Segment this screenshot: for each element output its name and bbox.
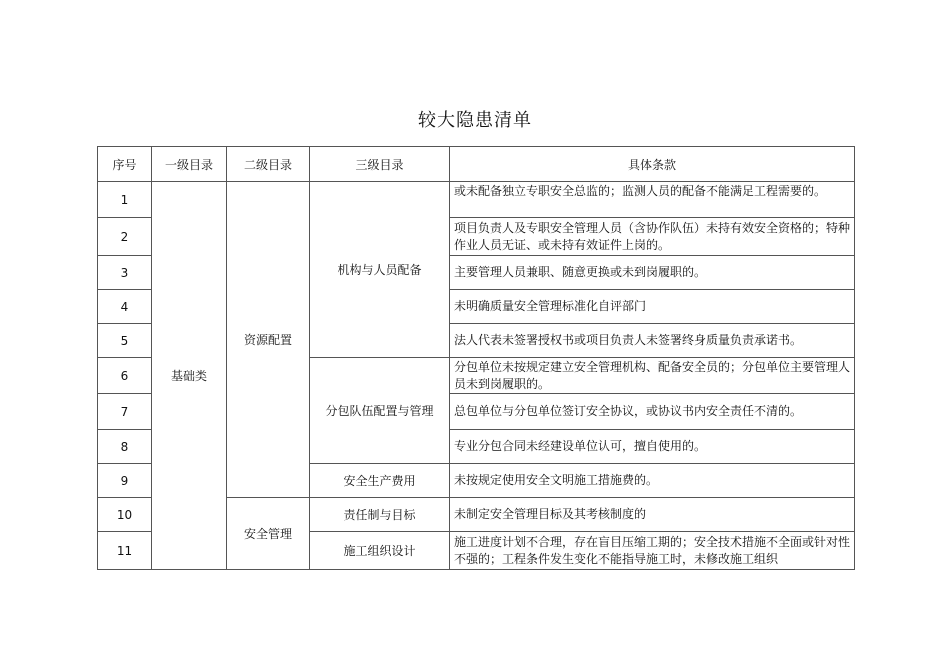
level3-cell: 安全生产费用: [310, 464, 450, 498]
level1-cell: 基础类: [152, 182, 227, 570]
header-level1: 一级目录: [152, 147, 227, 182]
level2-cell: 安全管理: [227, 498, 310, 570]
clause-cell: 未按规定使用安全文明施工措施费的。: [450, 464, 855, 498]
page-title: 较大隐患清单: [418, 110, 532, 131]
row-number: 2: [98, 218, 152, 256]
row-number: 10: [98, 498, 152, 532]
level2-cell: 资源配置: [227, 182, 310, 498]
clause-cell: 总包单位与分包单位签订安全协议，或协议书内安全责任不清的。: [450, 394, 855, 430]
row-number: 6: [98, 358, 152, 394]
row-number: 11: [98, 532, 152, 570]
clause-cell: 施工进度计划不合理，存在盲目压缩工期的；安全技术措施不全面或针对性不强的；工程条件发生变化不能指导施工时，未修改施工组织: [450, 532, 855, 570]
row-number: 4: [98, 290, 152, 324]
hazard-table: [97, 146, 855, 570]
row-number: 5: [98, 324, 152, 358]
clause-cell: 法人代表未签署授权书或项目负责人未签署终身质量负责承诺书。: [450, 324, 855, 358]
level3-cell: 责任制与目标: [310, 498, 450, 532]
clause-cell: 专业分包合同未经建设单位认可，擅自使用的。: [450, 430, 855, 464]
header-clause: 具体条款: [450, 147, 855, 182]
level3-cell: 分包队伍配置与管理: [310, 358, 450, 464]
row-number: 1: [98, 182, 152, 218]
clause-cell: 主要管理人员兼职、随意更换或未到岗履职的。: [450, 256, 855, 290]
clause-cell: 项目负责人及专职安全管理人员（含协作队伍）未持有效安全资格的；特种作业人员无证、或未持有效证件上岗的。: [450, 218, 855, 256]
row-number: 3: [98, 256, 152, 290]
header-level2: 二级目录: [227, 147, 310, 182]
clause-cell: 未明确质量安全管理标准化自评部门: [450, 290, 855, 324]
header-level3: 三级目录: [310, 147, 450, 182]
clause-cell: 未制定安全管理目标及其考核制度的: [450, 498, 855, 532]
row-number: 9: [98, 464, 152, 498]
header-no: 序号: [98, 147, 152, 182]
level3-cell: 施工组织设计: [310, 532, 450, 570]
level3-cell: 机构与人员配备: [310, 182, 450, 358]
table-header-row: [98, 147, 855, 182]
row-number: 8: [98, 430, 152, 464]
row-number: 7: [98, 394, 152, 430]
clause-cell: 或未配备独立专职安全总监的；监测人员的配备不能满足工程需要的。: [450, 182, 855, 218]
table-row: [98, 182, 855, 218]
clause-cell: 分包单位未按规定建立安全管理机构、配备安全员的；分包单位主要管理人员未到岗履职的。: [450, 358, 855, 394]
